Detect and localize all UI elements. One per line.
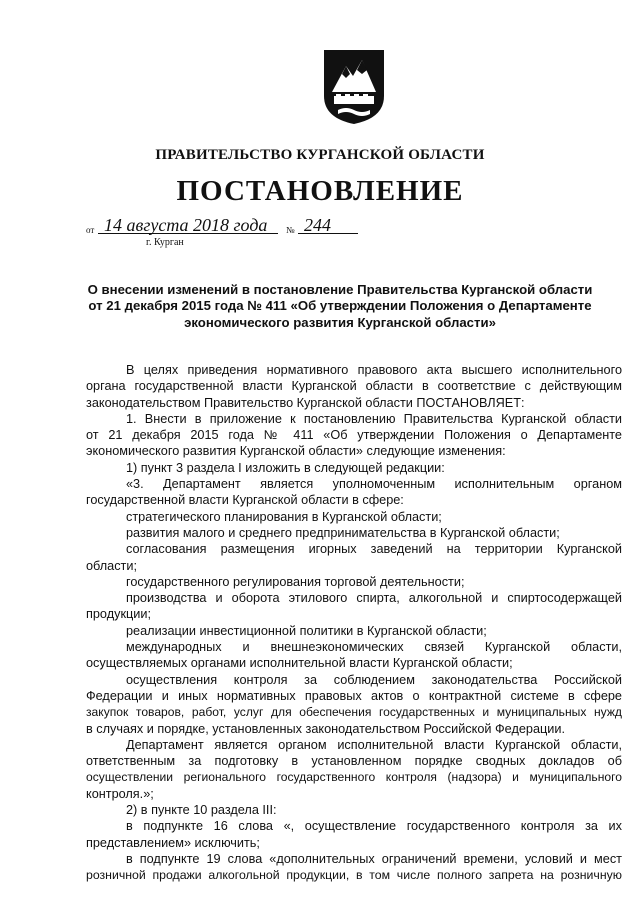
body-line: стратегического планирования в Курганской области; [126,509,442,524]
body-line: производства и оборота этилового спирта, алкогольной и спиртосодержащей [126,591,622,606]
body-line: продукции; [86,607,151,622]
body-line: 2) в пункте 10 раздела III: [126,803,277,818]
document-title [60,282,620,331]
date-label: от [86,225,95,235]
body-line: органа государственной власти Курганской области в соответствие с действующим [86,379,622,394]
document-metadata [86,217,566,253]
body-line: осуществляемых органами исполнительной власти Курганской области; [86,656,513,671]
body-line: представлением» исключить; [86,835,260,850]
body-line: Департамент является органом исполнительной власти Курганской области, [126,737,622,752]
body-line: контроля.»; [86,786,154,801]
coat-of-arms-emblem [322,48,386,126]
title-line: О внесении изменений в постановление Правительства Курганской области [87,282,593,297]
handwritten-date: 14 августа 2018 года [104,215,268,235]
body-line: международных и внешнеэкономических связей Курганской области, [126,640,622,655]
number-label: № [286,225,295,235]
document-body [86,362,622,884]
body-line: 1. Внести в приложение к постановлению Правительства Курганской области [126,411,622,426]
government-name: ПРАВИТЕЛЬСТВО КУРГАНСКОЙ ОБЛАСТИ [155,147,485,163]
body-line: ответственным за подготовку в установленном порядке сводных докладов об [86,754,622,769]
title-line: экономического развития Курганской области» [184,314,496,330]
handwritten-number: 244 [304,215,331,235]
body-line: согласования размещения игорных заведений на территории Курганской [126,542,622,557]
body-line: В целях приведения нормативного правового акта высшего исполнительного [126,363,622,377]
body-line: в подпункте 16 слова «, осуществление государственного контроля за их [126,819,622,834]
body-line: Федерации и иных нормативных правовых актов о контрактной системе в сфере [86,688,622,703]
body-line: в случаях и порядке, установленных законодательством Российской Федерации. [86,721,565,736]
body-line: области; [86,558,137,573]
body-line: розничной продажи алкогольной продукции, в том числе полного запрета на розничную [86,868,622,883]
body-line: государственной власти Курганской области в сфере: [86,493,404,508]
body-line: 1) пункт 3 раздела I изложить в следующей редакции: [126,460,445,475]
body-line: развития малого и среднего предпринимательства в Курганской области; [126,525,560,540]
body-line: «3. Департамент является уполномоченным исполнительным органом [126,477,622,492]
body-line: государственного регулирования торговой деятельности; [126,574,465,589]
body-line: реализации инвестиционной политики в Курганской области; [126,623,487,638]
document-type-heading: ПОСТАНОВЛЕНИЕ [176,175,464,207]
body-line: экономического развития Курганской области» следующие изменения: [86,444,506,459]
title-line: от 21 декабря 2015 года № 411 «Об утверждении Положения о Департаменте [88,298,592,314]
body-line: закупок товаров, работ, услуг для обеспечения государственных и муниципальных нужд [86,705,622,720]
body-line: в подпункте 19 слова «дополнительных ограничений времени, условий и мест [126,851,622,866]
body-line: осуществления контроля за соблюдением законодательства Российской [126,672,622,687]
city-label: г. Курган [146,237,184,248]
body-line: от 21 декабря 2015 года № 411 «Об утверждении Положения о Департаменте [86,428,622,443]
body-line: осуществлении регионального государственного контроля (надзора) и муниципального [86,770,622,785]
body-line: законодательством Правительство Курганской области ПОСТАНОВЛЯЕТ: [86,395,525,410]
